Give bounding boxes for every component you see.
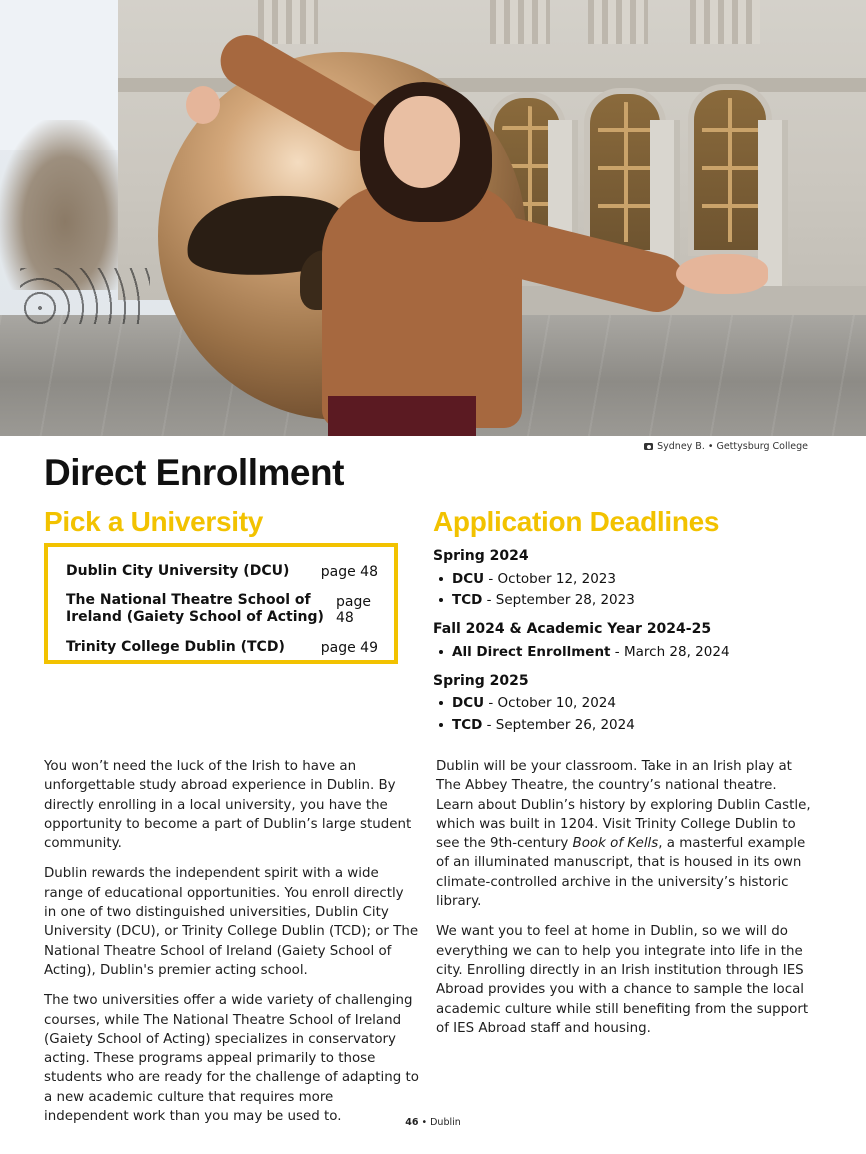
photo-credit (644, 441, 808, 452)
body-paragraph: Dublin rewards the independent spirit with a wide range of educational opportunities. You enroll directly in one of two distinguished universities, Dublin City University (DCU), or Trinity College Dublin (TCD); or The National Theatre School of Ireland (Gaiety School of Acting), Dublin's premier acting school. (44, 866, 419, 978)
left-body-column (44, 757, 420, 1137)
university-page-ref: page 49 (320, 640, 378, 656)
hero-photo (0, 0, 866, 436)
bicycles (20, 268, 150, 324)
student-pants (328, 396, 476, 436)
right-body-column (436, 757, 812, 1049)
deadline-term: Spring 2024 (433, 548, 529, 564)
body-paragraph: We want you to feel at home in Dublin, so we will do everything we can to help you integrate into life in the city. Enrolling directly in an Irish institution through IES Abroad provides you with a chance to sample the local academic culture while still benefiting from the support of IES Abroad staff and housing. (436, 924, 809, 1036)
student-face (384, 96, 460, 188)
bullet-icon (439, 723, 443, 727)
balcony (588, 0, 648, 44)
pick-university-heading: Pick a University (44, 506, 264, 537)
deadline-item (433, 641, 823, 663)
book-title: Book of Kells (572, 836, 659, 852)
deadline-item (433, 693, 823, 715)
student-hand-left (186, 86, 220, 124)
deadline-label: All Direct Enrollment (452, 643, 611, 660)
deadline-item (433, 568, 823, 590)
bullet-icon (439, 577, 443, 581)
balcony (258, 0, 318, 44)
university-list-box (44, 543, 398, 664)
deadline-date: - September 28, 2023 (482, 592, 635, 609)
university-page-ref: page 48 (336, 594, 371, 626)
deadline-date: - October 12, 2023 (484, 570, 616, 587)
tree (0, 120, 130, 290)
university-row (66, 639, 378, 656)
deadline-group (433, 621, 823, 663)
bullet-icon (439, 701, 443, 705)
student-hand-right (676, 254, 768, 294)
deadline-term: Fall 2024 & Academic Year 2024-25 (433, 621, 712, 637)
deadline-label: DCU (452, 570, 485, 587)
bullet-icon (439, 598, 443, 602)
deadline-date: - September 26, 2024 (482, 716, 635, 733)
deadline-group (433, 548, 823, 611)
deadline-item (433, 590, 823, 612)
university-name: The National Theatre School of Ireland (Gaiety School of Acting) (66, 592, 324, 625)
page-footer (0, 1117, 866, 1128)
university-page-ref: page 48 (320, 564, 378, 580)
balcony (690, 0, 760, 44)
balcony (490, 0, 550, 44)
university-name: Trinity College Dublin (TCD) (66, 639, 285, 655)
deadline-item (433, 714, 823, 736)
university-row (66, 592, 378, 626)
photo-credit-text: Sydney B. • Gettysburg College (657, 441, 808, 452)
body-text: Dublin will be your classroom. Take in an Irish play at The Abbey Theatre, the country’s national theatre. Learn about Dublin’s history by exploring Dublin Castle, which was built in 1204. Visit Trinity College Dublin to see the 9th-century (436, 759, 811, 852)
camera-icon (644, 443, 653, 450)
page-title: Direct Enrollment (44, 452, 344, 493)
body-text: , a masterful example of an illuminated manuscript, that is housed in its own climate-controlled archive in the university’s historic library. (436, 836, 806, 910)
body-paragraph (436, 757, 812, 911)
deadlines-heading: Application Deadlines (433, 506, 720, 537)
deadlines-list (433, 548, 823, 746)
university-name: Dublin City University (DCU) (66, 563, 290, 579)
university-row (66, 563, 378, 580)
footer-section: Dublin (430, 1117, 461, 1128)
footer-separator: • (418, 1117, 431, 1128)
body-paragraph: The two universities offer a wide variety of challenging courses, while The National Theatre School of Ireland (Gaiety School of Acting) specializes in conservatory acting. These programs appeal primarily to those students who are ready for the challenge of adapting to a new academic culture that requires more independent work than you may be used to. (44, 993, 419, 1125)
deadline-date: - October 10, 2024 (484, 695, 616, 712)
deadline-label: TCD (452, 592, 483, 609)
deadline-label: DCU (452, 695, 485, 712)
deadline-term: Spring 2025 (433, 672, 529, 689)
bullet-icon (439, 650, 443, 654)
deadline-date: - March 28, 2024 (610, 643, 730, 660)
body-paragraph: You won’t need the luck of the Irish to have an unforgettable study abroad experience in Dublin. By directly enrolling in a local university, you have the opportunity to become a part of Dublin’s large student community. (44, 759, 412, 852)
deadline-label: TCD (452, 716, 483, 733)
page-number: 46 (405, 1117, 419, 1128)
deadline-group (433, 673, 823, 736)
